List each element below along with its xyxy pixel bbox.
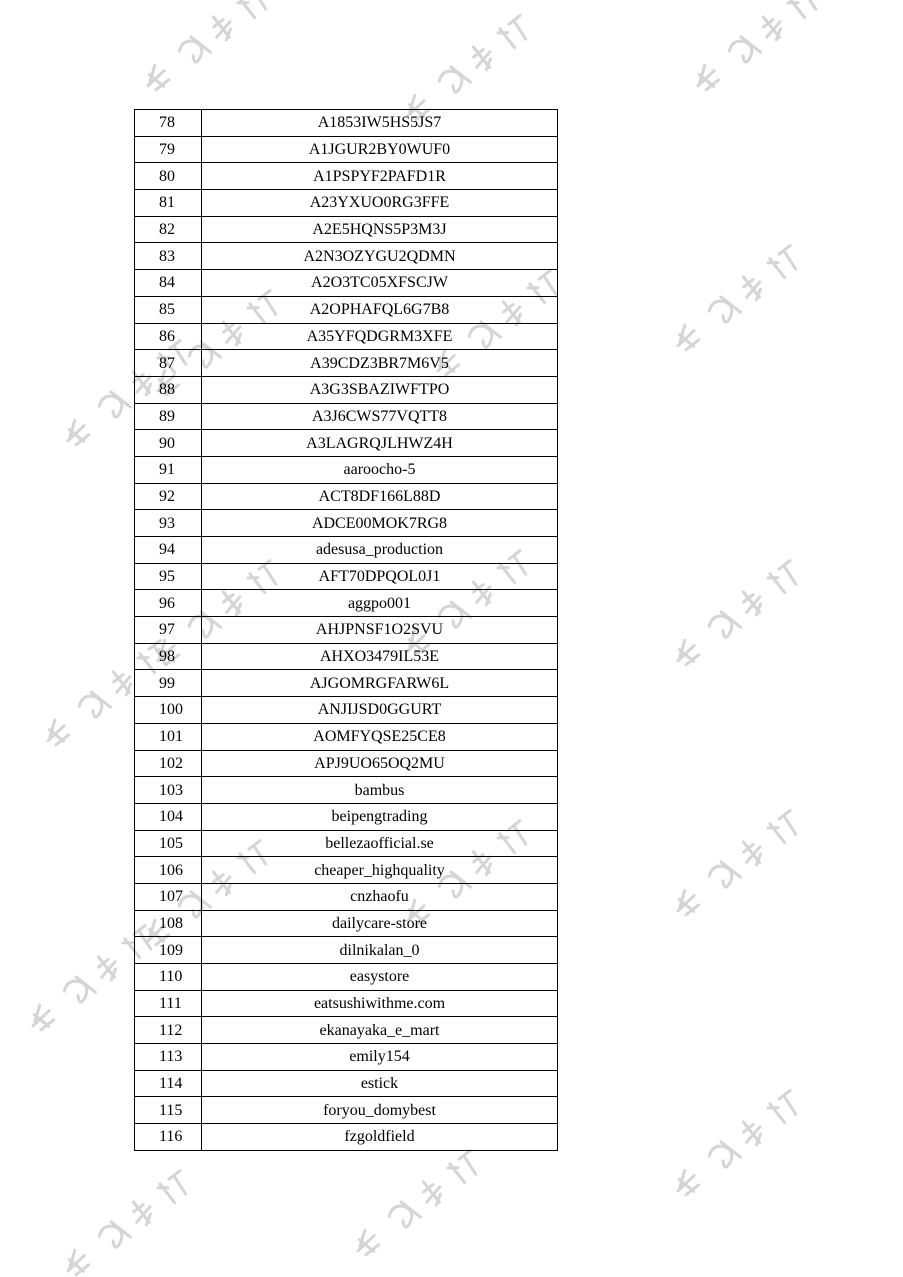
row-store-id: fzgoldfield: [202, 1124, 558, 1151]
row-store-id: cheaper_highquality: [202, 857, 558, 884]
row-store-id: A1PSPYF2PAFD1R: [202, 163, 558, 190]
row-store-id: A23YXUO0RG3FFE: [202, 190, 558, 217]
row-number: 81: [135, 190, 202, 217]
row-number: 113: [135, 1044, 202, 1071]
table-row: [135, 350, 558, 377]
table-row: [135, 537, 558, 564]
row-store-id: dailycare-store: [202, 910, 558, 937]
table-row: [135, 910, 558, 937]
row-store-id: AJGOMRGFARW6L: [202, 670, 558, 697]
row-store-id: ANJIJSD0GGURT: [202, 697, 558, 724]
row-store-id: A2E5HQNS5P3M3J: [202, 216, 558, 243]
table-body: [135, 110, 558, 1151]
table-row: [135, 456, 558, 483]
table-row: [135, 163, 558, 190]
table-row: [135, 510, 558, 537]
row-store-id: eatsushiwithme.com: [202, 990, 558, 1017]
row-store-id: AHXO3479IL53E: [202, 643, 558, 670]
row-store-id: AOMFYQSE25CE8: [202, 723, 558, 750]
row-store-id: adesusa_production: [202, 537, 558, 564]
row-store-id: APJ9UO65OQ2MU: [202, 750, 558, 777]
row-number: 86: [135, 323, 202, 350]
row-number: 112: [135, 1017, 202, 1044]
row-number: 96: [135, 590, 202, 617]
row-store-id: A3J6CWS77VQTT8: [202, 403, 558, 430]
row-number: 101: [135, 723, 202, 750]
row-number: 79: [135, 136, 202, 163]
row-store-id: A1JGUR2BY0WUF0: [202, 136, 558, 163]
row-number: 92: [135, 483, 202, 510]
row-store-id: A3G3SBAZIWFTPO: [202, 376, 558, 403]
watermark-stamp: [139, 0, 273, 95]
row-number: 99: [135, 670, 202, 697]
row-number: 87: [135, 350, 202, 377]
table-row: [135, 857, 558, 884]
row-number: 115: [135, 1097, 202, 1124]
table-row: [135, 830, 558, 857]
row-store-id: AHJPNSF1O2SVU: [202, 617, 558, 644]
watermark-stamp: [669, 557, 803, 670]
table-row: [135, 483, 558, 510]
row-number: 91: [135, 456, 202, 483]
row-number: 80: [135, 163, 202, 190]
row-store-id: ADCE00MOK7RG8: [202, 510, 558, 537]
row-number: 103: [135, 777, 202, 804]
row-number: 110: [135, 964, 202, 991]
row-number: 114: [135, 1070, 202, 1097]
row-number: 108: [135, 910, 202, 937]
row-store-id: A2OPHAFQL6G7B8: [202, 296, 558, 323]
table-row: [135, 296, 558, 323]
table-row: [135, 964, 558, 991]
row-number: 102: [135, 750, 202, 777]
table-row: [135, 1044, 558, 1071]
table-row: [135, 1070, 558, 1097]
row-store-id: emily154: [202, 1044, 558, 1071]
row-store-id: A2O3TC05XFSCJW: [202, 270, 558, 297]
table-row: [135, 670, 558, 697]
row-number: 90: [135, 430, 202, 457]
table-row: [135, 243, 558, 270]
table-row: [135, 430, 558, 457]
row-number: 107: [135, 883, 202, 910]
watermark-stamp: [59, 1167, 193, 1277]
table-row: [135, 136, 558, 163]
row-number: 100: [135, 697, 202, 724]
row-store-id: estick: [202, 1070, 558, 1097]
table-row: [135, 883, 558, 910]
table-row: [135, 723, 558, 750]
table-row: [135, 110, 558, 137]
watermark-stamp: [689, 0, 823, 95]
row-number: 93: [135, 510, 202, 537]
row-store-id: A3LAGRQJLHWZ4H: [202, 430, 558, 457]
row-number: 83: [135, 243, 202, 270]
row-store-id: easystore: [202, 964, 558, 991]
watermark-stamp: [669, 807, 803, 920]
table-row: [135, 590, 558, 617]
row-store-id: dilnikalan_0: [202, 937, 558, 964]
row-store-id: bambus: [202, 777, 558, 804]
row-store-id: aggpo001: [202, 590, 558, 617]
table-row: [135, 563, 558, 590]
row-store-id: A35YFQDGRM3XFE: [202, 323, 558, 350]
watermark-stamp: [669, 242, 803, 355]
table-row: [135, 323, 558, 350]
row-number: 105: [135, 830, 202, 857]
row-number: 95: [135, 563, 202, 590]
row-store-id: ACT8DF166L88D: [202, 483, 558, 510]
row-store-id: aaroocho-5: [202, 456, 558, 483]
row-number: 85: [135, 296, 202, 323]
row-number: 104: [135, 803, 202, 830]
row-store-id: AFT70DPQOL0J1: [202, 563, 558, 590]
row-store-id: foryou_domybest: [202, 1097, 558, 1124]
row-store-id: A1853IW5HS5JS7: [202, 110, 558, 137]
row-store-id: beipengtrading: [202, 803, 558, 830]
table-row: [135, 990, 558, 1017]
row-number: 82: [135, 216, 202, 243]
row-number: 106: [135, 857, 202, 884]
table-row: [135, 270, 558, 297]
table-row: [135, 803, 558, 830]
id-table: [134, 109, 558, 1151]
row-number: 97: [135, 617, 202, 644]
row-number: 111: [135, 990, 202, 1017]
table-row: [135, 777, 558, 804]
table-row: [135, 190, 558, 217]
row-number: 84: [135, 270, 202, 297]
row-number: 98: [135, 643, 202, 670]
row-store-id: bellezaofficial.se: [202, 830, 558, 857]
row-number: 78: [135, 110, 202, 137]
row-store-id: ekanayaka_e_mart: [202, 1017, 558, 1044]
watermark-stamp: [349, 1147, 483, 1260]
row-number: 116: [135, 1124, 202, 1151]
table-row: [135, 403, 558, 430]
table-row: [135, 697, 558, 724]
row-store-id: A2N3OZYGU2QDMN: [202, 243, 558, 270]
row-number: 88: [135, 376, 202, 403]
table-row: [135, 643, 558, 670]
table-row: [135, 1097, 558, 1124]
row-number: 109: [135, 937, 202, 964]
table-row: [135, 216, 558, 243]
table-row: [135, 376, 558, 403]
row-number: 94: [135, 537, 202, 564]
table-row: [135, 1124, 558, 1151]
watermark-stamp: [669, 1087, 803, 1200]
row-number: 89: [135, 403, 202, 430]
row-store-id: A39CDZ3BR7M6V5: [202, 350, 558, 377]
row-store-id: cnzhaofu: [202, 883, 558, 910]
table-row: [135, 937, 558, 964]
table-row: [135, 1017, 558, 1044]
table-row: [135, 617, 558, 644]
table-row: [135, 750, 558, 777]
